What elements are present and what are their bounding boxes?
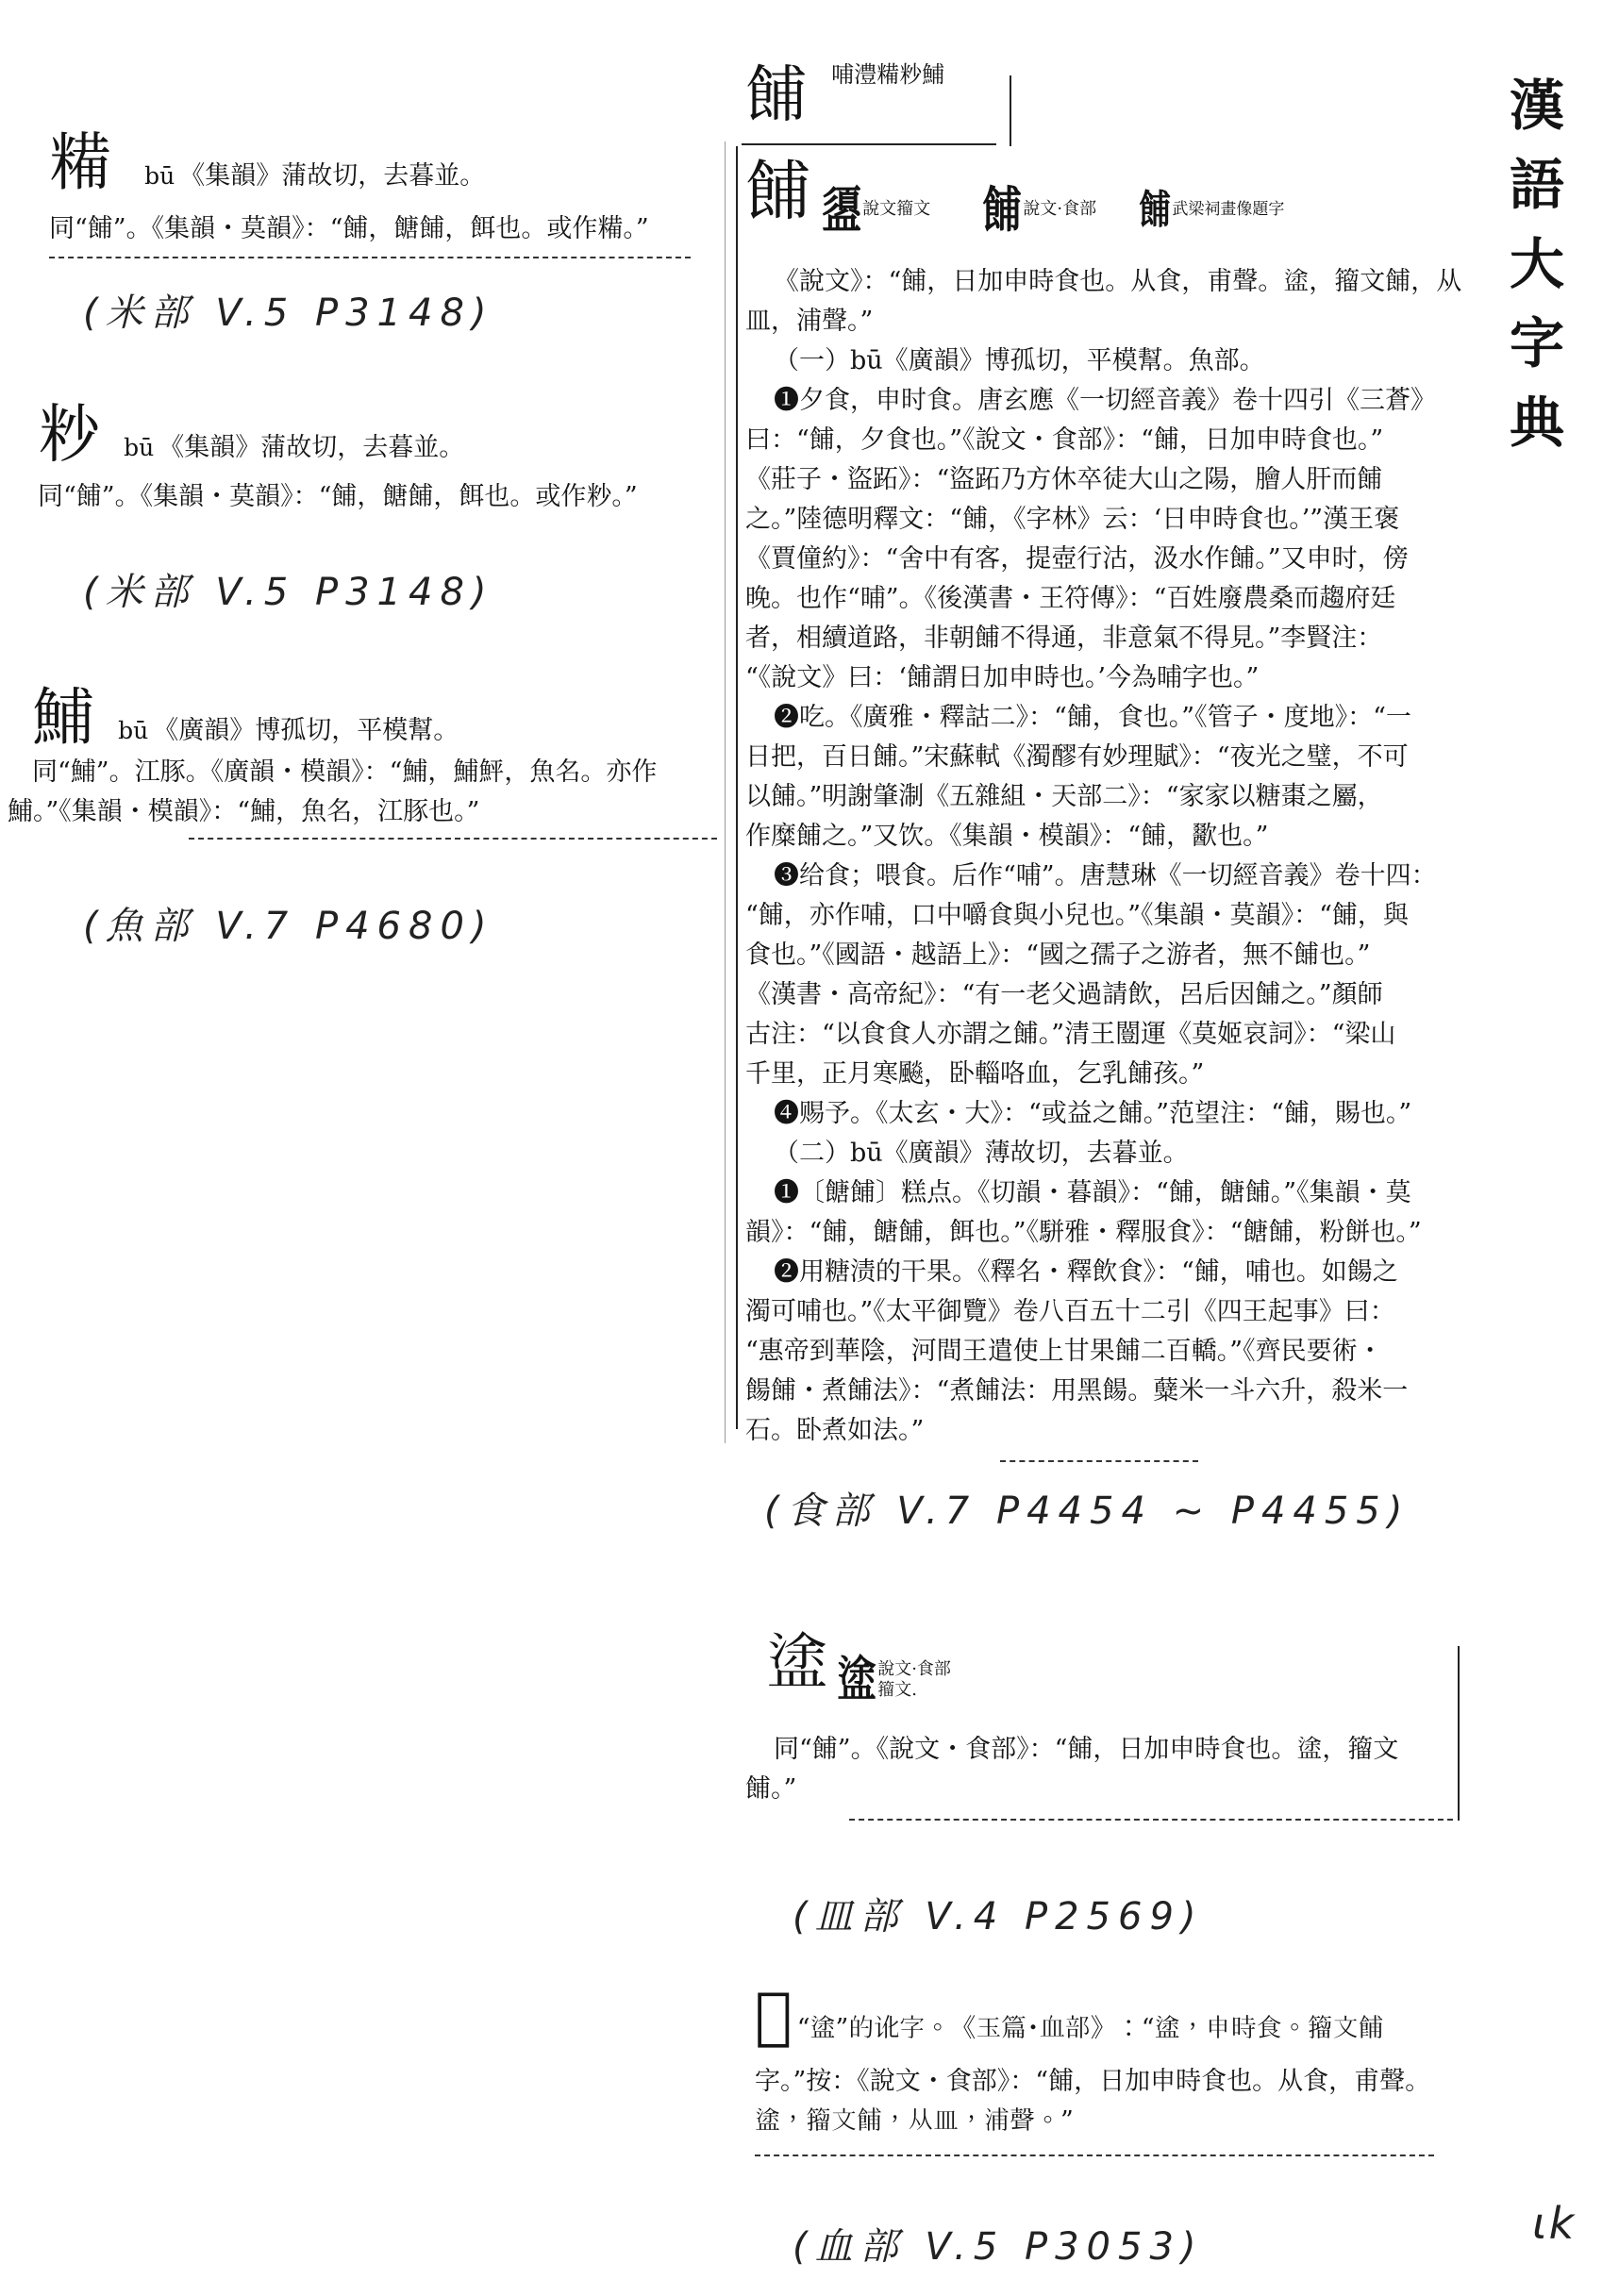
seal-script-glyph: 餔 <box>1139 186 1168 234</box>
entry-headword: 糒 <box>49 126 111 199</box>
body-line: ❷用糖渍的干果。《釋名・釋飲食》：“餔，哺也。如餳之 <box>774 1257 1398 1287</box>
form-label: 說文·食部 <box>877 1658 951 1679</box>
border-line <box>736 146 738 1429</box>
entry-line: 《集韻》蒲故切，去暮並。 <box>179 161 486 191</box>
book-title-char: 大 <box>1509 232 1564 296</box>
entry-pinyin: bū <box>144 162 175 190</box>
seal-script-glyph: 盨 <box>822 180 859 239</box>
divider <box>755 2155 1434 2156</box>
book-title-char: 字 <box>1509 311 1564 375</box>
seal-script-glyph: 餔 <box>982 180 1019 239</box>
form-label: 說文籀文 <box>862 199 931 219</box>
main-entry-head <box>745 153 1500 239</box>
form-label: 武梁祠畫像題字 <box>1172 200 1285 219</box>
form-label: 籀文. <box>877 1679 917 1700</box>
entry-line: 同“餔”。《集韻・莫韻》：“餔，餹餔，餌也。或作粆。” <box>38 482 638 511</box>
body-line: ❶〔餹餔〕糕点。《切韻・暮韻》：“餔，餹餔。”《集韻・莫 <box>774 1178 1411 1207</box>
body-line: 以餔。”明謝肇淛《五雜組・天部二》：“家家以糖棗之屬， <box>745 782 1383 811</box>
body-line: “惠帝到華陰，河間王遣使上甘果餔二百轎。”《齊民要術・ <box>745 1337 1383 1366</box>
entry-line: 字。”按：《說文・食部》：“餔，日加申時食也。从食，甫聲。 <box>755 2067 1431 2096</box>
border-line <box>742 143 996 145</box>
body-line: 食也。”《國語・越語上》：“國之孺子之游者，無不餔也。” <box>745 940 1371 970</box>
body-line: 千里，正月寒飈，卧輜咯血，乞乳餔孩。” <box>745 1059 1205 1089</box>
body-line: 晚。也作“晡”。《後漢書・王符傳》：“百姓廢農桑而趨府廷 <box>745 584 1396 613</box>
body-line: 《說文》：“餔，日加申時食也。从食，甫聲。𥂋，籀文餔，从 <box>774 267 1462 296</box>
divider <box>49 257 691 258</box>
body-line: ❸给食；喂食。后作“哺”。唐慧琳《一切經音義》卷十四： <box>774 861 1437 890</box>
main-entry-body <box>745 262 1462 1451</box>
entry-headword: 𥃄 <box>755 1979 793 2052</box>
body-line: 《莊子・盜跖》：“盜跖乃方休卒徒大山之陽，膾人肝而餔 <box>745 465 1383 494</box>
handwritten-note: (魚部 V.7 P4680) <box>83 905 494 948</box>
book-title-char: 語 <box>1509 153 1564 217</box>
body-line: “餔，亦作哺，口中嚼食與小兒也。”《集韻・莫韻》：“餔，與 <box>745 901 1409 930</box>
form-label: 說文·食部 <box>1023 199 1097 219</box>
column-separator <box>725 141 726 1443</box>
body-line: 濁可哺也。”《太平御覽》卷八百五十二引《四王起事》曰： <box>745 1297 1395 1326</box>
seal-script-glyph: 𥂋 <box>837 1650 874 1708</box>
body-line: 餳餔・煮餔法》：“煮餔法：用黑餳。糵米一斗六升，殺米一 <box>745 1376 1409 1406</box>
body-line: 日把，百日餔。”宋蘇軾《濁醪有妙理賦》：“夜光之璧，不可 <box>745 742 1409 772</box>
body-line: 古注：“以食食人亦謂之餔。”清王闓運《莫姬哀詞》：“梁山 <box>745 1020 1396 1049</box>
body-line: ❷吃。《廣雅・釋詁二》：“餔，食也。”《管子・度地》：“一 <box>774 703 1411 732</box>
body-line: 石。卧煮如法。” <box>745 1416 925 1445</box>
body-line: 之。”陸德明釋文：“餔，《字林》云：‘日申時食也。’”漢王褒 <box>745 505 1400 534</box>
border-line <box>1458 1646 1460 1821</box>
handwritten-note: (米部 V.5 P3148) <box>83 291 494 335</box>
entry-line: 同“鯆”。江豚。《廣韻・模韻》：“鯆，鯆鮃，魚名。亦作 <box>32 757 658 787</box>
entry-line: 同“餔”。《說文・食部》：“餔，日加申時食也。𥂋，籀文 <box>774 1735 1399 1764</box>
entry-line: 𥂋，籀文餔，从皿，浦聲。” <box>755 2106 1074 2136</box>
entry-lu <box>766 1626 951 1708</box>
entry-headword: 𥂋 <box>766 1626 828 1699</box>
entry-pinyin: bū <box>124 434 155 461</box>
entry-line: 同“餔”。《集韻・莫韻》：“餔，餹餔，餌也。或作糒。” <box>49 214 649 243</box>
entry-bu-fish <box>32 681 459 754</box>
body-line: 皿，浦聲。” <box>745 307 874 336</box>
entry-headword: 鯆 <box>32 681 94 754</box>
divider <box>1000 1460 1198 1462</box>
book-title <box>1504 66 1570 462</box>
variant-list: 哺澧糒粆鯆 <box>831 61 945 88</box>
main-entry-header <box>745 58 945 131</box>
entry-lu-erroneous <box>755 1979 1384 2052</box>
page-mark: ιk <box>1532 2198 1577 2249</box>
entry-headword: 粆 <box>38 398 100 471</box>
body-line: ❹赐予。《太玄・大》：“或益之餔。”范望注：“餔，賜也。” <box>774 1099 1412 1128</box>
handwritten-note: (食部 V.7 P4454 ~ P4455) <box>764 1489 1410 1533</box>
body-line: （一）bū《廣韻》博孤切，平模幫。魚部。 <box>774 346 1265 375</box>
divider <box>849 1819 1453 1821</box>
body-line: ❶夕食，申时食。唐玄應《一切經音義》卷十四引《三蒼》 <box>774 386 1436 415</box>
divider <box>189 838 717 840</box>
handwritten-note: (米部 V.5 P3148) <box>83 571 494 614</box>
book-title-char: 漢 <box>1509 74 1564 138</box>
entry-line: 鯆。”《集韻・模韻》：“鯆，魚名，江豚也。” <box>8 797 480 826</box>
handwritten-note: (皿部 V.4 P2569) <box>793 1895 1204 1938</box>
entry-line: 《廣韻》博孤切，平模幫。 <box>153 716 459 745</box>
entry-headword: 餔 <box>745 58 808 131</box>
body-line: 《漢書・高帝紀》：“有一老父過請飲，呂后因餔之。”顏師 <box>745 980 1383 1009</box>
body-line: 《賈僮約》：“舍中有客，提壺行沽，汲水作餔。”又申时，傍 <box>745 544 1409 574</box>
book-title-char: 典 <box>1509 391 1564 455</box>
entry-bei <box>49 126 486 199</box>
entry-pinyin: bū <box>118 717 149 744</box>
body-line: （二）bū《廣韻》薄故切，去暮並。 <box>774 1139 1189 1168</box>
handwritten-note: (血部 V.5 P3053) <box>793 2225 1204 2269</box>
body-line: “《說文》曰：‘餔謂日加申時也。’今為晡字也。” <box>745 663 1260 692</box>
entry-headword: 餔 <box>745 153 811 230</box>
border-line <box>1010 75 1011 146</box>
body-line: 韻》：“餔，餹餔，餌也。”《駢雅・釋服食》：“餹餔，粉餅也。” <box>745 1218 1422 1247</box>
body-line: 者，相續道路，非朝餔不得通，非意氣不得見。”李賢注： <box>745 624 1383 653</box>
entry-line: 《集韻》蒲故切，去暮並。 <box>159 433 465 462</box>
entry-line: “𥂋”的讹字。《玉篇・血部》：“𥂋，申時食。籀文餔 <box>796 2014 1384 2043</box>
body-line: 曰：“餔，夕食也。”《說文・食部》：“餔，日加申時食也。” <box>745 425 1384 455</box>
body-line: 作糜餔之。”又饮。《集韻・模韻》：“餔，歠也。” <box>745 822 1269 851</box>
entry-sha <box>38 398 465 471</box>
entry-line: 餔。” <box>745 1774 797 1804</box>
